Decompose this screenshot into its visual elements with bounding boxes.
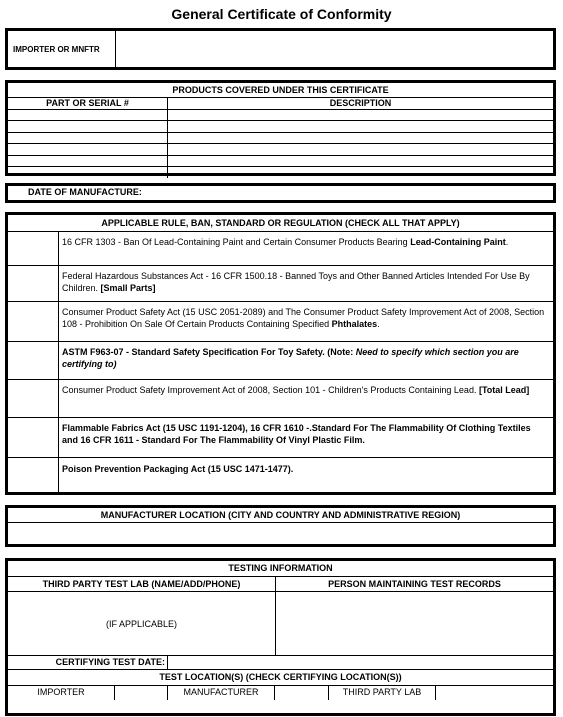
table-row [8,121,553,132]
certifying-test-date-label: CERTIFYING TEST DATE: [8,656,168,669]
part-serial-cell[interactable] [8,121,168,131]
location-third-party-lab-checkbox[interactable] [436,686,553,700]
rule-text: Poison Prevention Packaging Act (15 USC 1471-1477). [62,464,294,474]
rule-row [8,302,553,342]
test-locations-row [8,686,553,700]
manufacturer-location-header: MANUFACTURER LOCATION (CITY AND COUNTRY AND ADMINISTRATIVE REGION) [8,508,553,523]
rules-section [5,212,556,495]
part-serial-cell[interactable] [8,167,168,178]
part-serial-cell[interactable] [8,144,168,154]
third-party-lab-field[interactable] [8,592,276,655]
certifying-test-date-field[interactable] [168,656,553,669]
column-description: DESCRIPTION [329,98,392,108]
testing-header: TESTING INFORMATION [8,561,553,577]
rule-checkbox[interactable] [8,418,59,457]
rule-row [8,266,553,302]
rule-checkbox[interactable] [8,342,59,379]
rule-text: 16 CFR 1303 - Ban Of Lead-Containing Paint and Certain Consumer Products Bearing Lead-Containing Paint. [62,237,509,247]
page-title: General Certificate of Conformity [171,6,392,22]
importer-field[interactable] [116,31,553,67]
description-cell[interactable] [168,167,553,178]
location-manufacturer-label: MANUFACTURER [168,686,275,700]
location-third-party-lab-label: THIRD PARTY LAB [329,686,436,700]
testing-body [8,592,553,656]
column-part-serial: PART OR SERIAL # [8,98,168,109]
date-of-manufacture-label: DATE OF MANUFACTURE: [28,187,142,197]
rule-text: Flammable Fabrics Act (15 USC 1191-1204), 16 CFR 1610 -.Standard For The Flammability Of Clothing Textiles and 16 CFR 1611 - Standard For The Flammability Of Vinyl Plastic Film. [62,423,531,445]
rule-row [8,380,553,418]
importer-section [5,28,556,70]
column-third-party-lab: THIRD PARTY TEST LAB (NAME/ADD/PHONE) [8,577,276,591]
manufacturer-location-field[interactable] [8,523,553,544]
rules-header: APPLICABLE RULE, BAN, STANDARD OR REGULATION (CHECK ALL THAT APPLY) [8,215,553,232]
table-row [8,144,553,155]
description-cell[interactable] [168,121,553,131]
description-cell[interactable] [168,110,553,120]
description-cell[interactable] [168,133,553,143]
description-cell[interactable] [168,144,553,154]
rule-checkbox[interactable] [8,266,59,301]
testing-column-headers [8,577,553,592]
products-section [5,80,556,176]
products-column-headers [8,98,553,110]
rule-checkbox[interactable] [8,232,59,265]
test-locations-header: TEST LOCATION(S) (CHECK CERTIFYING LOCATION(S)) [8,670,553,686]
date-of-manufacture-section[interactable] [5,183,556,203]
rule-text: ASTM F963-07 - Standard Safety Specification For Toy Safety. (Note: Need to specify which section you are certifying to) [62,347,519,369]
description-cell[interactable] [168,156,553,166]
table-row [8,167,553,178]
rule-checkbox[interactable] [8,302,59,341]
testing-section [5,558,556,716]
person-maintaining-records-field[interactable] [276,592,553,655]
rule-row [8,232,553,266]
importer-label: IMPORTER OR MNFTR [8,31,116,67]
products-header: PRODUCTS COVERED UNDER THIS CERTIFICATE [8,83,553,98]
location-manufacturer-checkbox[interactable] [275,686,329,700]
rule-checkbox[interactable] [8,458,59,492]
part-serial-cell[interactable] [8,156,168,166]
table-row [8,133,553,144]
table-row [8,156,553,167]
table-row [8,110,553,121]
location-importer-label: IMPORTER [8,686,115,700]
part-serial-cell[interactable] [8,110,168,120]
column-person-maintaining-records: PERSON MAINTAINING TEST RECORDS [328,579,501,589]
manufacturer-location-section [5,505,556,547]
part-serial-cell[interactable] [8,133,168,143]
location-importer-checkbox[interactable] [115,686,168,700]
rule-text: Consumer Product Safety Act (15 USC 2051-2089) and The Consumer Product Safety Improvement Act of 2008, Section 108 - Prohibition On Sale Of Certain Products Containing Specified Phthalates. [62,307,545,329]
rule-checkbox[interactable] [8,380,59,417]
lab-note: (IF APPLICABLE) [105,618,178,629]
certifying-test-date-row [8,656,553,670]
rule-row [8,342,553,380]
rule-row [8,418,553,458]
rule-text: Federal Hazardous Substances Act - 16 CFR 1500.18 - Banned Toys and Other Banned Articles Intended For Use By Children. [Small Parts] [62,271,530,293]
rule-text: Consumer Product Safety Improvement Act of 2008, Section 101 - Children's Products Containing Lead. [Total Lead] [62,385,530,395]
rule-row [8,458,553,492]
